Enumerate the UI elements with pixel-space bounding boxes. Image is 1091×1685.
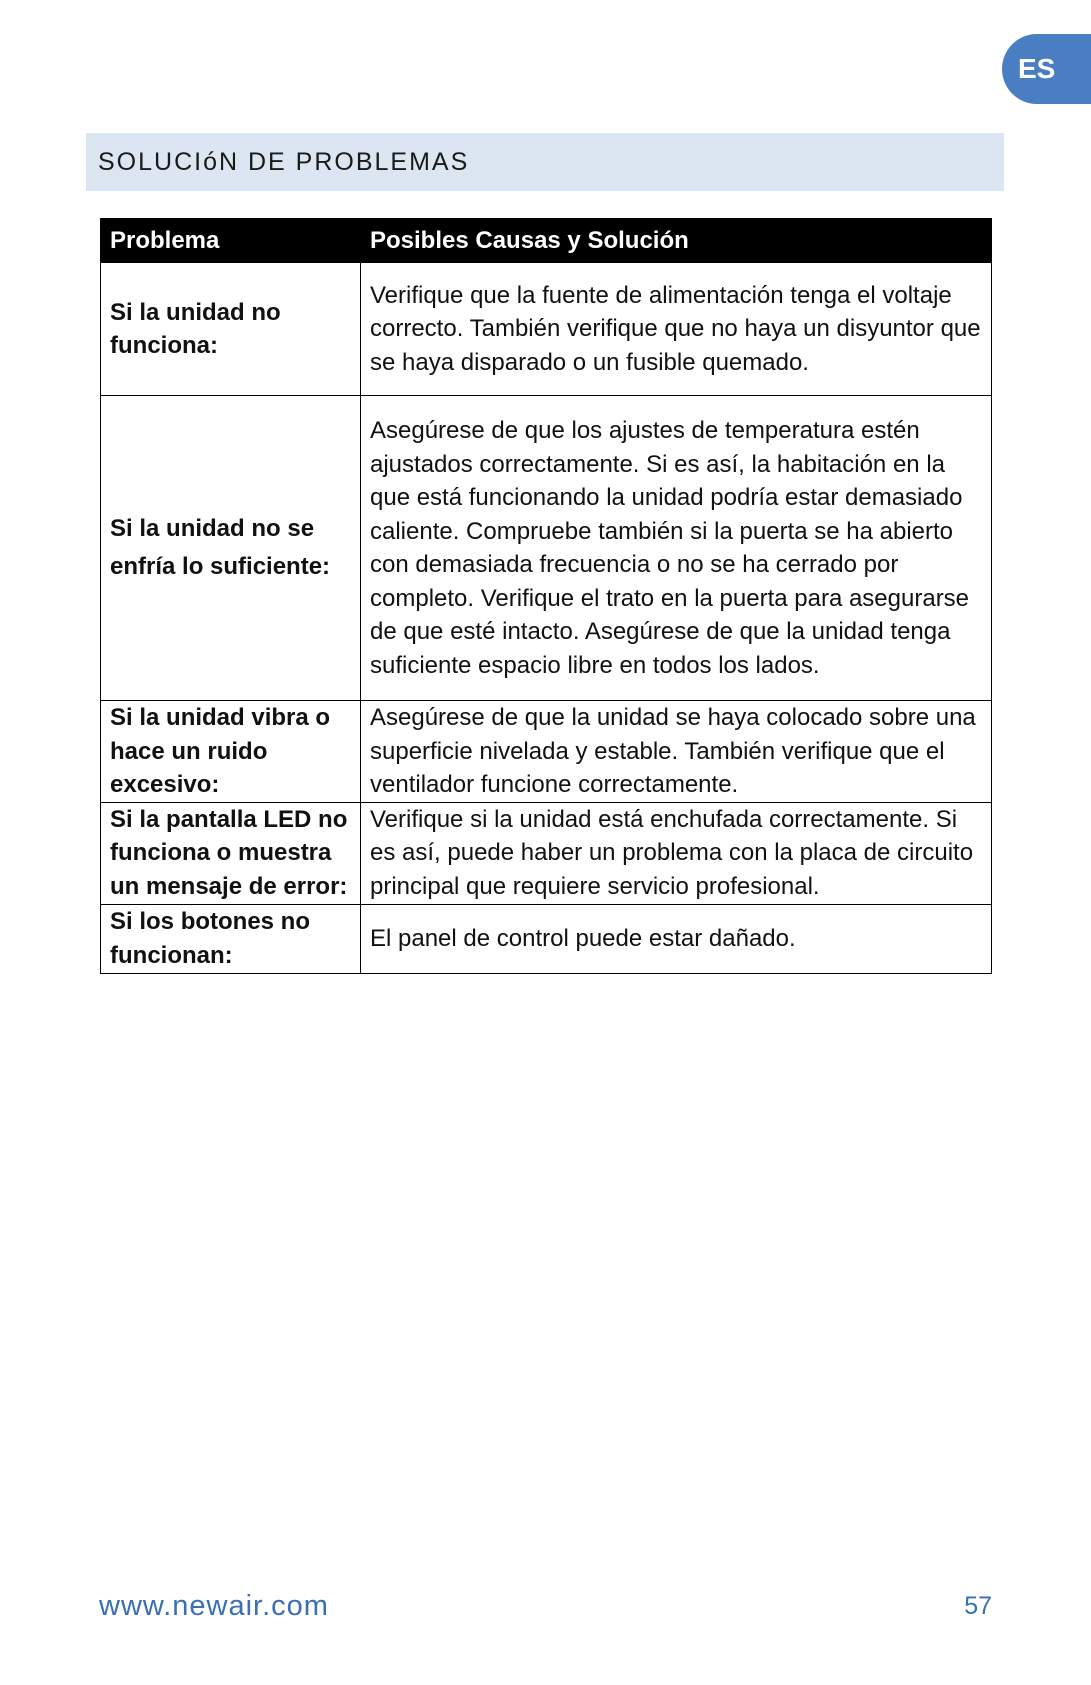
language-tab	[1002, 34, 1091, 104]
table-row	[101, 701, 992, 803]
problem-cell: Si la unidad vibra o hace un ruido excesivo:	[101, 701, 361, 803]
language-tab-label: ES	[1018, 53, 1056, 84]
problem-cell: Si los botones no funcionan:	[101, 904, 361, 973]
table-row	[101, 396, 992, 701]
solution-cell: Asegúrese de que la unidad se haya colocado sobre una superficie nivelada y estable. También verifique que el ventilador funcione correctamente.	[361, 701, 992, 803]
problem-cell: Si la pantalla LED no funciona o muestra un mensaje de error:	[101, 802, 361, 904]
column-header-solution: Posibles Causas y Solución	[361, 219, 992, 263]
page-number: 57	[964, 1592, 992, 1620]
table-header-row	[101, 219, 992, 263]
section-title: SOLUCIóN DE PROBLEMAS	[98, 147, 470, 176]
problem-cell: Si la unidad no se enfría lo suficiente:	[101, 396, 361, 701]
table-row	[101, 802, 992, 904]
solution-cell: Verifique si la unidad está enchufada correctamente. Si es así, puede haber un problema con la placa de circuito principal que requiere servicio profesional.	[361, 802, 992, 904]
website-link[interactable]: www.newair.com	[99, 1590, 329, 1622]
column-header-problem: Problema	[101, 219, 361, 263]
troubleshooting-table	[100, 218, 992, 974]
solution-cell: Verifique que la fuente de alimentación tenga el voltaje correcto. También verifique que no haya un disyuntor que se haya disparado o un fusible quemado.	[361, 263, 992, 396]
section-header	[86, 133, 1004, 191]
problem-cell: Si la unidad no funciona:	[101, 263, 361, 396]
solution-cell: Asegúrese de que los ajustes de temperatura estén ajustados correctamente. Si es así, la habitación en la que está funcionando la unidad podría estar demasiado caliente. Compruebe también si la puerta se ha abierto con demasiada frecuencia o no se ha cerrado por completo. Verifique el trato en la puerta para asegurarse de que esté intacto. Asegúrese de que la unidad tenga suficiente espacio libre en todos los lados.	[361, 396, 992, 701]
solution-cell: El panel de control puede estar dañado.	[361, 904, 992, 973]
table-row	[101, 263, 992, 396]
table-row	[101, 904, 992, 973]
